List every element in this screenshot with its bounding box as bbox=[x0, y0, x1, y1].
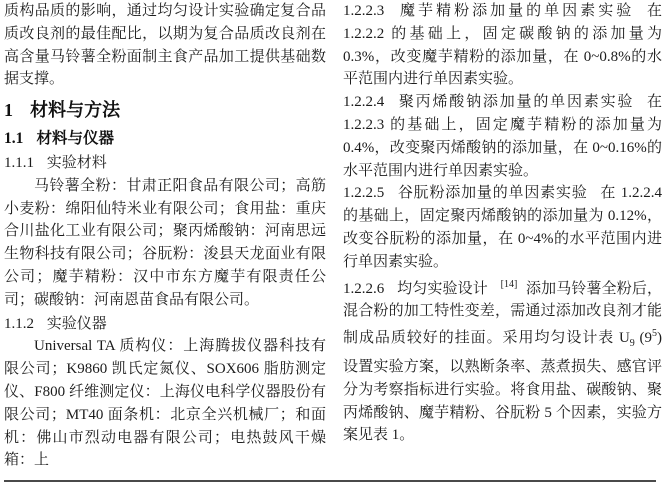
section-title: 谷朊粉添加量的单因素实验 bbox=[397, 184, 588, 202]
section-1226-paragraph bbox=[343, 274, 662, 448]
section-1223-paragraph bbox=[343, 0, 662, 91]
heading-number: 1.1 bbox=[4, 130, 24, 148]
heading-text: 材料与仪器 bbox=[36, 130, 115, 148]
heading-text: 实验材料 bbox=[46, 153, 107, 171]
section-title: 均匀实验设计 bbox=[397, 279, 488, 297]
heading-text: 材料与方法 bbox=[30, 100, 121, 121]
section-number: 1.2.2.3 bbox=[343, 3, 385, 19]
instruments-paragraph: Universal TA 质构仪：上海腾拔仪器科技有限公司；K9860 凯氏定氮仪、SOX606 脂肪测定仪、F800 纤维测定仪：上海仪电科学仪器股份有限公司；MT40 面条机：北京全兴机械厂；和面机：佛山市烈动电器有限公司；电热鼓风干燥箱：上 bbox=[4, 338, 326, 469]
heading-materials-and-instruments bbox=[4, 128, 326, 151]
heading-materials-and-methods bbox=[4, 98, 326, 122]
section-number: 1.2.2.5 bbox=[343, 185, 385, 202]
section-body-part1: 添加马铃薯全粉后，混合粉的加工特性变差，需通过添加改良剂才能制成品质较好的挂面。采用均匀设计表 U bbox=[343, 280, 662, 347]
citation-reference: [14] bbox=[500, 278, 518, 290]
section-number: 1.2.2.6 bbox=[343, 280, 385, 297]
uniform-design-table-subscript: 9 bbox=[629, 338, 635, 350]
intro-paragraph: 质构品质的影响，通过均匀设计实验确定复合品质改良剂的最佳配比，以期为复合品质改良剂在高含量马铃薯全粉面制主食产品加工提供基础数据支撑。 bbox=[4, 3, 326, 88]
section-title: 聚丙烯酸钠添加量的单因素实验 bbox=[397, 93, 635, 111]
section-body: 在 1.2.2.2 的基础上，固定碳酸钠的添加量为 0.3%，改变魔芋精粉的添加量，在 0~0.8%的水平范围内进行单因素实验。 bbox=[343, 3, 662, 88]
materials-paragraph: 马铃薯全粉：甘肃正阳食品有限公司；高筋小麦粉：绵阳仙特米业有限公司；食用盐：重庆合川盐化工业有限公司；聚丙烯酸钠：河南思远生物科技有限公司；谷朊粉：浚县天龙面业有限公司；魔芋精粉：汉中市东方魔芋有限责任公司；碳酸钠：河南恩苗食品有限公司。 bbox=[4, 177, 326, 308]
right-column bbox=[343, 0, 662, 447]
section-body-part3: ) 设置实验方案，以熟断条率、蒸煮损失、感官评分为考察指标进行实验。将食用盐、碳酸钠、聚丙烯酸钠、魔芋精粉、谷朊粉 5 个因素，实验方案见表 1。 bbox=[343, 330, 662, 444]
heading-number: 1.1.1 bbox=[4, 154, 34, 171]
left-column bbox=[4, 0, 326, 472]
section-1224-paragraph bbox=[343, 91, 662, 182]
heading-experimental-materials bbox=[4, 152, 326, 175]
heading-number: 1 bbox=[4, 100, 13, 121]
section-body: 在 1.2.2.4 的基础上，固定聚丙烯酸钠的添加量为 0.12%，改变谷朊粉的添加量，在 0~4%的水平范围内进行单因素实验。 bbox=[343, 185, 662, 270]
heading-number: 1.1.2 bbox=[4, 315, 34, 332]
section-title: 魔芋精粉添加量的单因素实验 bbox=[397, 2, 635, 19]
section-number: 1.2.2.4 bbox=[343, 94, 385, 111]
section-body-part2: (9 bbox=[634, 330, 652, 347]
section-1225-paragraph bbox=[343, 182, 662, 273]
footnote-divider bbox=[4, 480, 656, 482]
section-body: 在 1.2.2.3 的基础上，固定魔芋精粉的添加量为 0.4%，改变聚丙烯酸钠的添加量，在 0~0.16%的水平范围内进行单因素实验。 bbox=[343, 94, 662, 179]
uniform-design-table-exponent: 5 bbox=[652, 328, 657, 340]
heading-text: 实验仪器 bbox=[46, 314, 107, 332]
heading-experimental-instruments bbox=[4, 313, 326, 336]
